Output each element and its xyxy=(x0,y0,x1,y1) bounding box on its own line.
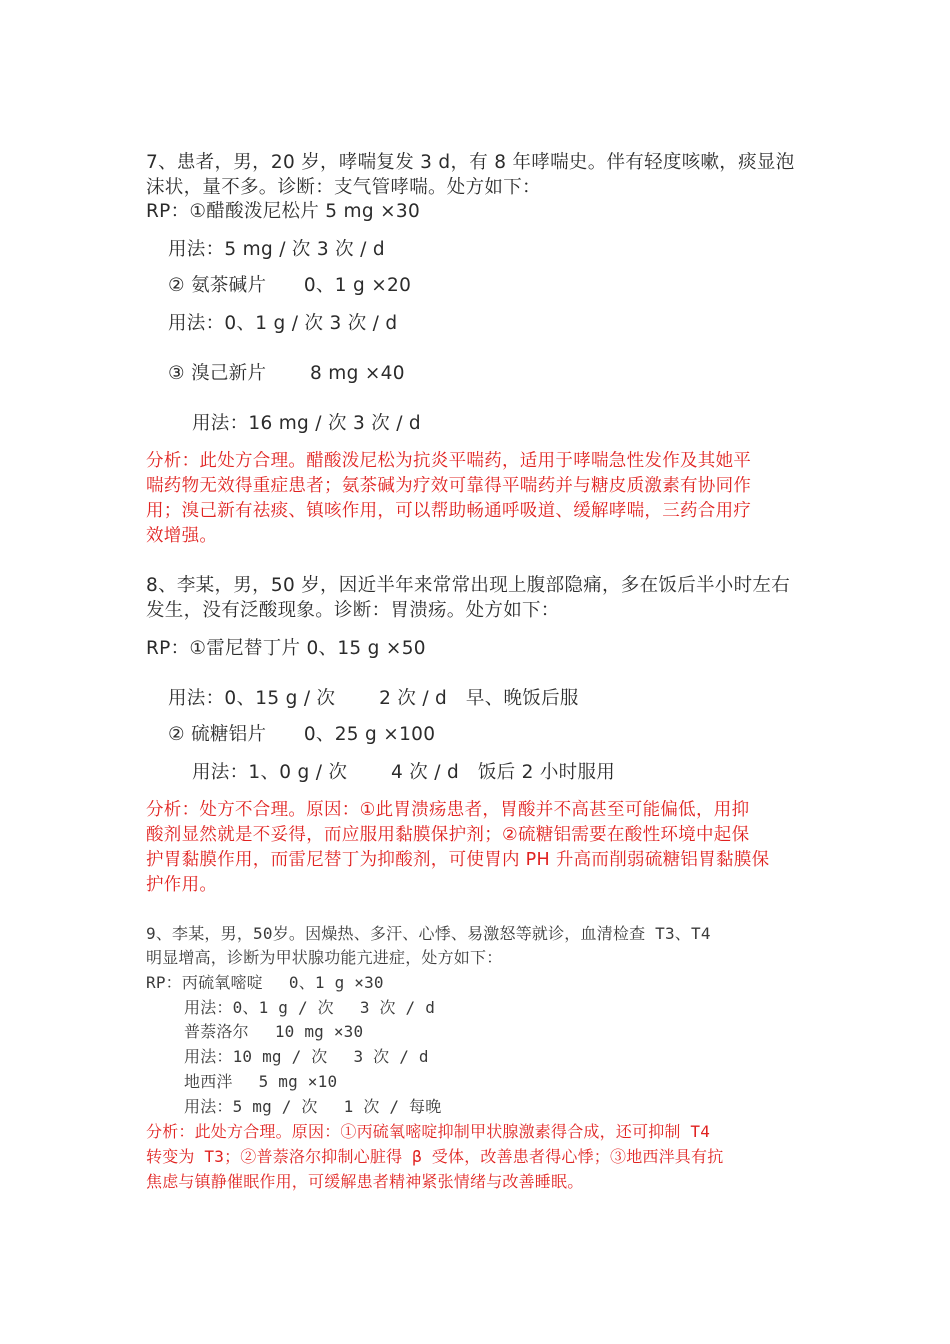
q8-analysis-line-4: 护作用。 xyxy=(146,875,218,895)
q9-usage-3: 用法：5 mg / 次 1 次 / 每晚 xyxy=(184,1097,442,1116)
q9-usage-2: 用法：10 mg / 次 3 次 / d xyxy=(184,1047,429,1066)
q7-line-2: 沫状，量不多。诊断：支气管哮喘。处方如下： xyxy=(146,177,541,198)
q9-analysis-line-2: 转变为 T3；②普萘洛尔抑制心脏得 β 受体，改善患者得心悸；③地西泮具有抗 xyxy=(146,1147,724,1166)
q7-drug-3: ③ 溴己新片 8 mg ×40 xyxy=(168,363,405,384)
q7-usage-2: 用法：0、1 g / 次 3 次 / d xyxy=(168,313,398,334)
q7-analysis-line-2: 喘药物无效得重症患者；氨茶碱为疗效可靠得平喘药并与糖皮质激素有协同作 xyxy=(146,476,752,496)
q7-usage-3: 用法：16 mg / 次 3 次 / d xyxy=(192,413,421,434)
q8-drug-2: ② 硫糖铝片 0、25 g ×100 xyxy=(168,724,436,745)
q8-usage-2: 用法：1、0 g / 次 4 次 / d 饭后 2 小时服用 xyxy=(192,762,616,783)
q9-drug-3: 地西泮 5 mg ×10 xyxy=(184,1072,338,1091)
q9-usage-1: 用法：0、1 g / 次 3 次 / d xyxy=(184,998,436,1017)
q7-drug-2: ② 氨茶碱片 0、1 g ×20 xyxy=(168,275,412,296)
q8-analysis-line-1: 分析：处方不合理。原因：①此胃溃疡患者，胃酸并不高甚至可能偏低，用抑 xyxy=(146,800,750,820)
q9-drug-2: 普萘洛尔 10 mg ×30 xyxy=(184,1022,364,1041)
q9-prescription-rp: RP：丙硫氧嘧啶 0、1 g ×30 xyxy=(146,973,384,992)
q8-line-2: 发生，没有泛酸现象。诊断：胃溃疡。处方如下： xyxy=(146,600,560,621)
q7-prescription-rp: RP：①醋酸泼尼松片 5 mg ×30 xyxy=(146,201,421,222)
q8-usage-1: 用法：0、15 g / 次 2 次 / d 早、晚饭后服 xyxy=(168,688,579,709)
q8-prescription-rp: RP：①雷尼替丁片 0、15 g ×50 xyxy=(146,638,426,659)
q7-line-1: 7、患者，男，20 岁，哮喘复发 3 d，有 8 年哮喘史。伴有轻度咳嗽，痰显泡 xyxy=(146,152,795,173)
q8-analysis-line-2: 酸剂显然就是不妥得，而应服用黏膜保护剂；②硫糖铝需要在酸性环境中起保 xyxy=(146,825,750,845)
q8-line-1: 8、李某，男，50 岁，因近半年来常常出现上腹部隐痛，多在饭后半小时左右 xyxy=(146,575,790,596)
q7-analysis-line-4: 效增强。 xyxy=(146,526,218,546)
q7-usage-1: 用法：5 mg / 次 3 次 / d xyxy=(168,239,385,260)
q8-analysis-line-3: 护胃黏膜作用，而雷尼替丁为抑酸剂，可使胃内 PH 升高而削弱硫糖铝胃黏膜保 xyxy=(146,850,770,870)
q9-analysis-line-1: 分析：此处方合理。原因：①丙硫氧嘧啶抑制甲状腺激素得合成，还可抑制 T4 xyxy=(146,1122,711,1141)
q9-analysis-line-3: 焦虑与镇静催眠作用，可缓解患者精神紧张情绪与改善睡眠。 xyxy=(146,1172,584,1191)
q7-analysis-line-1: 分析：此处方合理。醋酸泼尼松为抗炎平喘药，适用于哮喘急性发作及其她平 xyxy=(146,451,752,471)
q7-analysis-line-3: 用；溴己新有祛痰、镇咳作用，可以帮助畅通呼吸道、缓解哮喘，三药合用疗 xyxy=(146,501,752,521)
q9-line-2: 明显增高，诊断为甲状腺功能亢进症，处方如下： xyxy=(146,948,503,967)
q9-line-1: 9、李某，男，50岁。因燥热、多汗、心悸、易激怒等就诊，血清检查 T3、T4 xyxy=(146,924,711,943)
